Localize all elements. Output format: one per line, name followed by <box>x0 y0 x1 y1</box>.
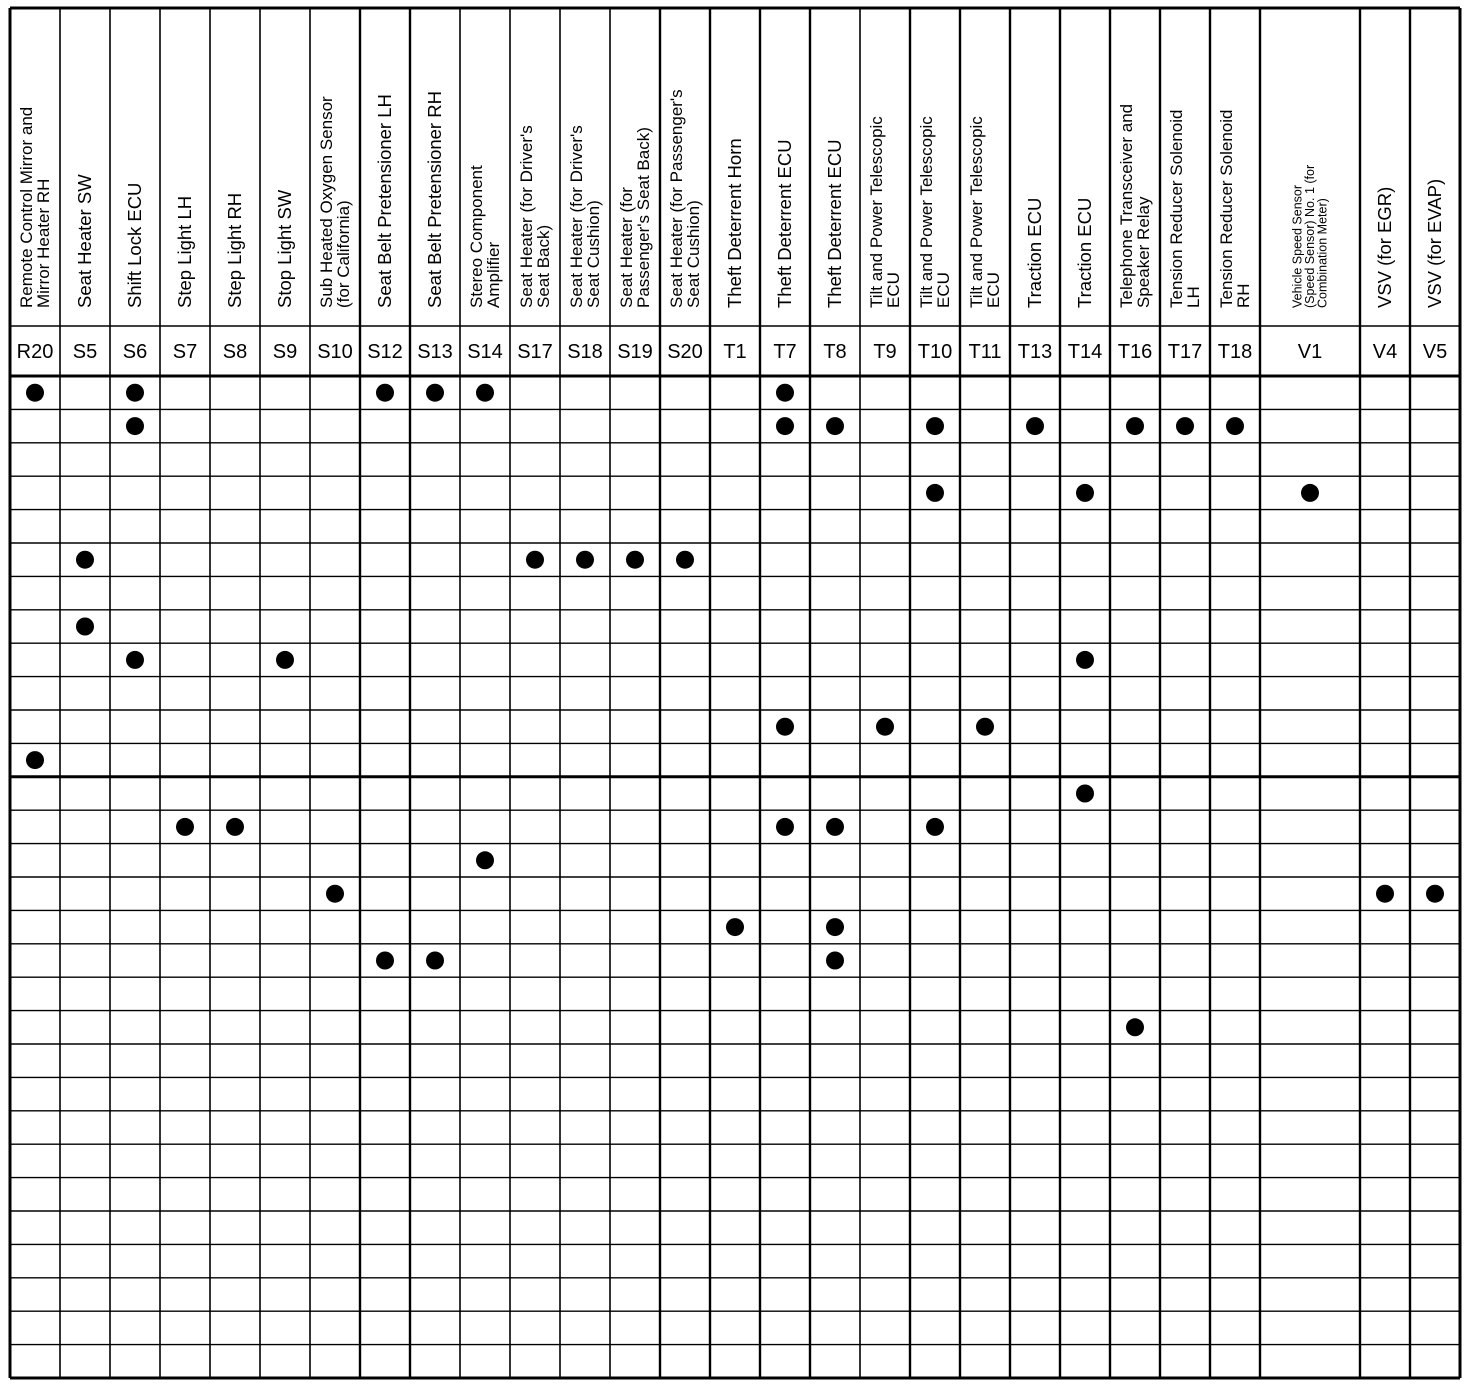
connection-dot <box>826 818 844 836</box>
connector-name: Seat Heater (for Driver's <box>516 125 536 308</box>
connection-dot <box>76 618 94 636</box>
connection-dot <box>1426 885 1444 903</box>
connection-dot <box>1226 417 1244 435</box>
connection-dot <box>126 417 144 435</box>
connector-name: Speaker Relay <box>1133 196 1153 308</box>
connector-code: T8 <box>823 341 847 363</box>
connector-name: Seat Cushion) <box>683 200 703 308</box>
connector-code: S18 <box>567 341 603 363</box>
connector-name: Mirror Heater RH <box>33 178 53 308</box>
connection-dot <box>1076 651 1094 669</box>
connector-code: R20 <box>16 341 54 363</box>
connector-name: Tilt and Power Telescopic <box>966 116 986 308</box>
connection-dot <box>176 818 194 836</box>
connector-name: Tension Reducer Solenoid <box>1166 109 1186 308</box>
connection-dot <box>976 718 994 736</box>
connection-dot <box>26 751 44 769</box>
connector-code: S7 <box>172 341 198 363</box>
connection-dot <box>776 417 794 435</box>
connector-code: T16 <box>1117 341 1153 363</box>
connection-dot <box>726 918 744 936</box>
connector-name: ECU <box>883 272 903 308</box>
connection-dot <box>1076 785 1094 803</box>
connector-code: T13 <box>1017 341 1053 363</box>
connector-code: V1 <box>1297 341 1323 363</box>
connection-dot <box>26 384 44 402</box>
connector-name: Passenger's Seat Back) <box>633 127 653 308</box>
connector-code: T18 <box>1217 341 1253 363</box>
connector-name: Remote Control Mirror and <box>16 106 36 308</box>
connection-dot <box>626 551 644 569</box>
connection-dot <box>226 818 244 836</box>
connection-dot <box>1376 885 1394 903</box>
connector-name: Combination Meter) <box>1315 198 1330 308</box>
connector-name: LH <box>1183 286 1203 308</box>
connection-dot <box>276 651 294 669</box>
connector-code: S19 <box>617 341 653 363</box>
connector-code: T10 <box>917 341 953 363</box>
connector-name: Tilt and Power Telescopic <box>916 116 936 308</box>
connection-dot <box>576 551 594 569</box>
connector-code: S13 <box>417 341 453 363</box>
connector-name: Seat Belt Pretensioner LH <box>373 94 395 308</box>
connector-name: (for California) <box>333 200 353 308</box>
connection-dot <box>776 818 794 836</box>
connector-code: S14 <box>467 341 503 363</box>
connector-name: Seat Heater (for <box>616 187 636 308</box>
connector-name: Seat Belt Pretensioner RH <box>423 91 445 308</box>
connection-dot <box>426 952 444 970</box>
connector-code: V4 <box>1372 341 1398 363</box>
connection-dot <box>1026 417 1044 435</box>
connection-dot <box>476 851 494 869</box>
connector-name: Tension Reducer Solenoid <box>1216 109 1236 308</box>
connector-name: Theft Deterrent Horn <box>723 138 745 308</box>
connector-code: V5 <box>1422 341 1448 363</box>
connector-name: ECU <box>983 272 1003 308</box>
connector-name: Stereo Component <box>466 165 486 308</box>
connector-code: S5 <box>72 341 98 363</box>
code-row <box>17 341 1448 363</box>
connector-code: T7 <box>773 341 797 363</box>
connector-name: RH <box>1233 283 1253 308</box>
connector-code: T17 <box>1167 341 1203 363</box>
connection-dot <box>1076 484 1094 502</box>
connection-dot <box>926 417 944 435</box>
connector-name: Seat Heater SW <box>73 174 95 308</box>
connector-code: S20 <box>667 341 703 363</box>
connection-dot <box>1176 417 1194 435</box>
connector-code: S8 <box>222 341 248 363</box>
connector-name: Amplifier <box>483 241 503 308</box>
connection-dot <box>776 718 794 736</box>
connector-name: Theft Deterrent ECU <box>773 139 795 308</box>
connector-name: Tilt and Power Telescopic <box>866 116 886 308</box>
connector-name: Stop Light SW <box>273 189 295 308</box>
connection-dot <box>476 384 494 402</box>
connector-code: S6 <box>122 341 148 363</box>
connection-dot <box>76 551 94 569</box>
connector-name: VSV (for EVAP) <box>1423 178 1445 308</box>
connector-name: (Speed Sensor) No. 1 (for <box>1303 164 1317 308</box>
connector-name: Step Light RH <box>223 192 245 308</box>
connector-code: T11 <box>968 341 1002 363</box>
connector-code: S9 <box>272 341 298 363</box>
connection-dot <box>776 384 794 402</box>
connector-name: Seat Heater (for Passenger's <box>666 89 686 308</box>
connector-code: T9 <box>873 341 897 363</box>
connector-code: T1 <box>723 341 747 363</box>
connector-name: Seat Cushion) <box>583 200 603 308</box>
connector-code: S12 <box>367 341 403 363</box>
connector-name: Seat Back) <box>533 224 553 308</box>
connection-dot <box>526 551 544 569</box>
connector-name: Traction ECU <box>1023 197 1045 308</box>
connector-name: Shift Lock ECU <box>123 182 145 308</box>
connection-dot <box>376 952 394 970</box>
connection-dot <box>326 885 344 903</box>
connection-dot <box>1126 1018 1144 1036</box>
header-row <box>17 89 1445 308</box>
connector-name: Step Light LH <box>173 195 195 308</box>
connector-name: Theft Deterrent ECU <box>823 139 845 308</box>
connector-name: Seat Heater (for Driver's <box>566 125 586 308</box>
connection-dot <box>826 918 844 936</box>
connection-dot <box>1126 417 1144 435</box>
connector-name: Telephone Transceiver and <box>1116 103 1136 308</box>
connector-name: ECU <box>933 272 953 308</box>
connector-code: S10 <box>317 341 353 363</box>
connection-dot <box>826 417 844 435</box>
connector-name: Traction ECU <box>1073 197 1095 308</box>
connection-dot <box>126 651 144 669</box>
connection-dot <box>826 952 844 970</box>
connector-code: S17 <box>517 341 553 363</box>
connection-dot <box>1301 484 1319 502</box>
connection-dot <box>676 551 694 569</box>
connection-dot <box>926 484 944 502</box>
connection-dot <box>426 384 444 402</box>
connection-dot <box>926 818 944 836</box>
connection-dot <box>126 384 144 402</box>
connector-code: T14 <box>1067 341 1103 363</box>
connection-dot <box>376 384 394 402</box>
connector-name: VSV (for EGR) <box>1373 186 1395 308</box>
connector-name: Vehicle Speed Sensor <box>1290 184 1305 308</box>
connection-dot <box>876 718 894 736</box>
connector-name: Sub Heated Oxygen Sensor <box>316 96 336 308</box>
